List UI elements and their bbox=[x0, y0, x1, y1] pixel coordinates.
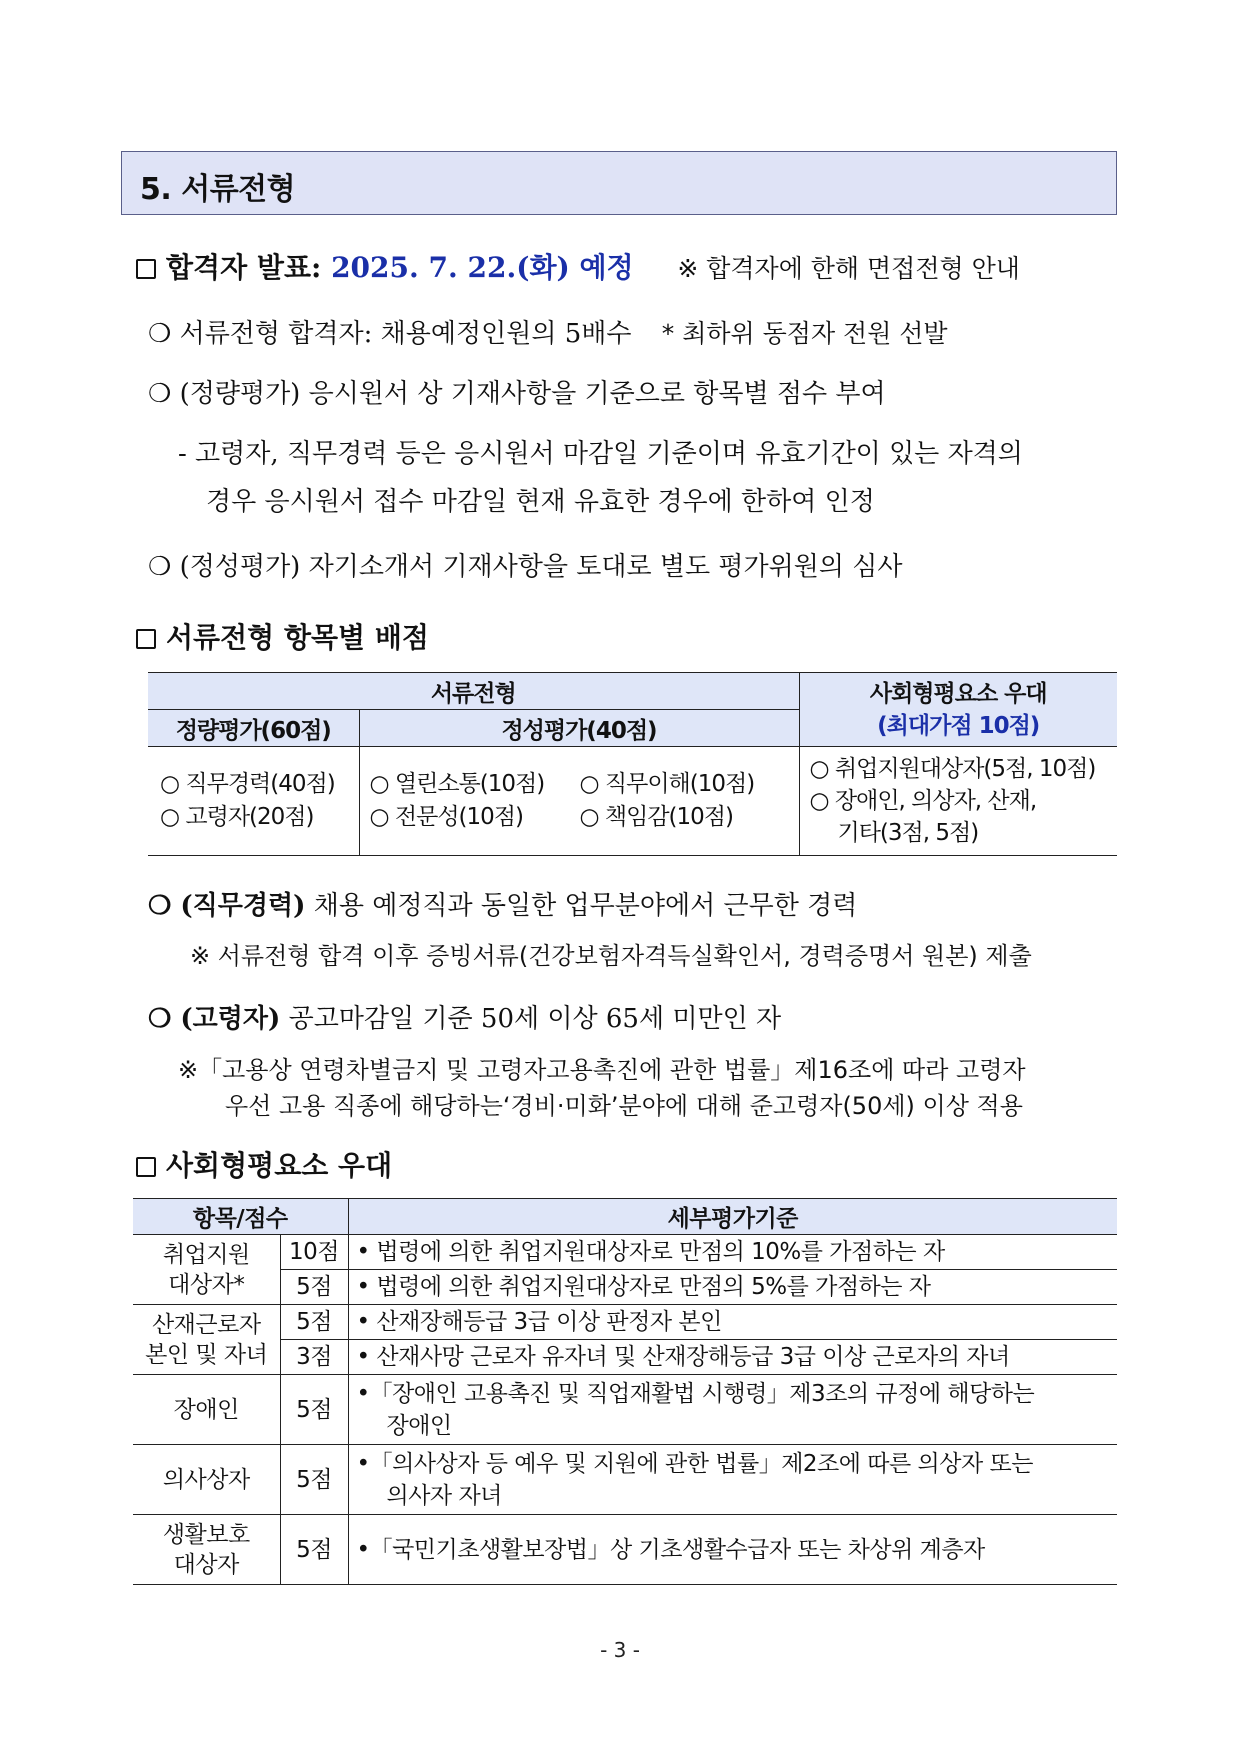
row-industrial-score-b: 3점 bbox=[280, 1340, 348, 1375]
announce-label: 합격자 발표: bbox=[166, 251, 322, 284]
elderly-note-1: ※「고용상 연령차별금지 및 고령자고용촉진에 관한 법률」제16조에 따라 고령자 bbox=[178, 1056, 1026, 1084]
bullet-quant-sub-1: - 고령자, 직무경력 등은 응시원서 마감일 기준이며 유효기간이 있는 자격의 bbox=[178, 439, 1023, 469]
section-title-box bbox=[121, 151, 1117, 215]
row-employment-score-b: 5점 bbox=[280, 1270, 348, 1305]
col-group-header: 서류전형 bbox=[148, 673, 799, 710]
elderly-label: ❍ (고령자) bbox=[148, 1004, 281, 1034]
scoring-heading: 서류전형 항목별 배점 bbox=[166, 621, 429, 654]
row-employment-item-2: 대상자* bbox=[168, 1271, 245, 1298]
row-welfare-desc: •「국민기초생활보장법」상 기초생활수급자 또는 차상위 계층자 bbox=[348, 1515, 1117, 1585]
bullet-pass-main: ❍ 서류전형 합격자: 채용예정인원의 5배수 bbox=[148, 319, 632, 349]
row-employment-item bbox=[133, 1235, 280, 1305]
row-disabled-item: 장애인 bbox=[133, 1375, 280, 1445]
row-industrial-item-2: 본인 및 자녀 bbox=[145, 1341, 268, 1368]
row-industrial-score-a: 5점 bbox=[280, 1305, 348, 1340]
career-line bbox=[148, 885, 857, 922]
hd-item: 항목/점수 bbox=[133, 1199, 348, 1235]
row-welfare-score: 5점 bbox=[280, 1515, 348, 1585]
qual-responsibility: ○ 책임감(10점) bbox=[579, 804, 733, 830]
social-cell bbox=[799, 747, 1117, 856]
row-disabled-desc bbox=[348, 1375, 1117, 1445]
row-disabled-score: 5점 bbox=[280, 1375, 348, 1445]
bullet-qual: ❍ (정성평가) 자기소개서 기재사항을 토대로 별도 평가위원의 심사 bbox=[148, 552, 903, 582]
page-number: - 3 - bbox=[600, 1638, 640, 1662]
announce-line bbox=[136, 246, 1020, 286]
col-social-max: (최대가점 10점) bbox=[877, 712, 1040, 739]
row-employment-item-1: 취업지원 bbox=[162, 1241, 250, 1268]
col-qual-header: 정성평가(40점) bbox=[359, 710, 799, 747]
row-employment-desc-b: • 법령에 의한 취업지원대상자로 만점의 5%를 가점하는 자 bbox=[348, 1270, 1117, 1305]
qual-communication: ○ 열린소통(10점) bbox=[369, 771, 545, 797]
row-injured-desc bbox=[348, 1445, 1117, 1515]
social-disabled: ○ 장애인, 의상자, 산재, bbox=[809, 788, 1037, 814]
col-quant-header: 정량평가(60점) bbox=[148, 710, 359, 747]
row-injured-desc-2: 의사자 자녀 bbox=[386, 1482, 502, 1509]
elderly-text: 공고마감일 기준 50세 이상 65세 미만인 자 bbox=[288, 1004, 782, 1034]
social-employment: ○ 취업지원대상자(5점, 10점) bbox=[809, 756, 1096, 782]
social-heading-line bbox=[136, 1144, 392, 1184]
hd-criteria: 세부평가기준 bbox=[348, 1199, 1117, 1235]
row-disabled-desc-1: •「장애인 고용촉진 및 직업재활법 시행령」제3조의 규정에 해당하는 bbox=[356, 1380, 1035, 1407]
quant-elderly: ○ 고령자(20점) bbox=[160, 804, 314, 830]
scoring-heading-line bbox=[136, 616, 429, 656]
section-title: 5. 서류전형 bbox=[140, 172, 296, 207]
elderly-line bbox=[148, 998, 781, 1035]
col-social-title: 사회형평요소 우대 bbox=[869, 680, 1047, 707]
qual-cell bbox=[359, 747, 799, 856]
row-welfare-item-1: 생활보호 bbox=[162, 1521, 250, 1548]
row-employment-score-a: 10점 bbox=[280, 1235, 348, 1270]
bullet-pass-note: * 최하위 동점자 전원 선발 bbox=[661, 319, 948, 348]
row-industrial-item bbox=[133, 1305, 280, 1375]
bullet-quant: ❍ (정량평가) 응시원서 상 기재사항을 기준으로 항목별 점수 부여 bbox=[148, 379, 886, 409]
checkbox-icon bbox=[136, 1157, 156, 1177]
row-welfare-item bbox=[133, 1515, 280, 1585]
row-welfare-item-2: 대상자 bbox=[173, 1551, 239, 1578]
col-social-header bbox=[799, 673, 1117, 747]
bullet-quant-sub-2: 경우 응시원서 접수 마감일 현재 유효한 경우에 한하여 인정 bbox=[206, 487, 875, 517]
row-industrial-item-1: 산재근로자 bbox=[151, 1311, 261, 1338]
scoring-table bbox=[148, 672, 1117, 856]
bullet-pass bbox=[148, 313, 948, 350]
quant-career: ○ 직무경력(40점) bbox=[160, 771, 335, 797]
career-note: ※ 서류전형 합격 이후 증빙서류(건강보험자격득실확인서, 경력증명서 원본) 제출 bbox=[190, 942, 1032, 970]
quant-cell bbox=[148, 747, 359, 856]
career-text: 채용 예정직과 동일한 업무분야에서 근무한 경력 bbox=[313, 891, 858, 921]
checkbox-icon bbox=[136, 629, 156, 649]
elderly-note-2: 우선 고용 직종에 해당하는‘경비·미화’분야에 대해 준고령자(50세) 이상 적용 bbox=[225, 1092, 1023, 1120]
announce-note: ※ 합격자에 한해 면접전형 안내 bbox=[677, 254, 1020, 283]
announce-date: 2025. 7. 22.(화) 예정 bbox=[331, 251, 634, 284]
qual-expertise: ○ 전문성(10점) bbox=[369, 804, 523, 830]
social-table bbox=[133, 1198, 1117, 1585]
career-label: ❍ (직무경력) bbox=[148, 891, 306, 921]
row-employment-desc-a: • 법령에 의한 취업지원대상자로 만점의 10%를 가점하는 자 bbox=[348, 1235, 1117, 1270]
row-injured-score: 5점 bbox=[280, 1445, 348, 1515]
row-injured-item: 의사상자 bbox=[133, 1445, 280, 1515]
checkbox-icon bbox=[136, 259, 156, 279]
row-injured-desc-1: •「의사상자 등 예우 및 지원에 관한 법률」제2조에 따른 의상자 또는 bbox=[356, 1450, 1033, 1477]
row-industrial-desc-b: • 산재사망 근로자 유자녀 및 산재장해등급 3급 이상 근로자의 자녀 bbox=[348, 1340, 1117, 1375]
social-etc: 기타(3점, 5점) bbox=[837, 820, 979, 846]
row-industrial-desc-a: • 산재장해등급 3급 이상 판정자 본인 bbox=[348, 1305, 1117, 1340]
row-disabled-desc-2: 장애인 bbox=[386, 1412, 452, 1439]
social-heading: 사회형평요소 우대 bbox=[166, 1149, 393, 1182]
qual-understanding: ○ 직무이해(10점) bbox=[579, 771, 755, 797]
